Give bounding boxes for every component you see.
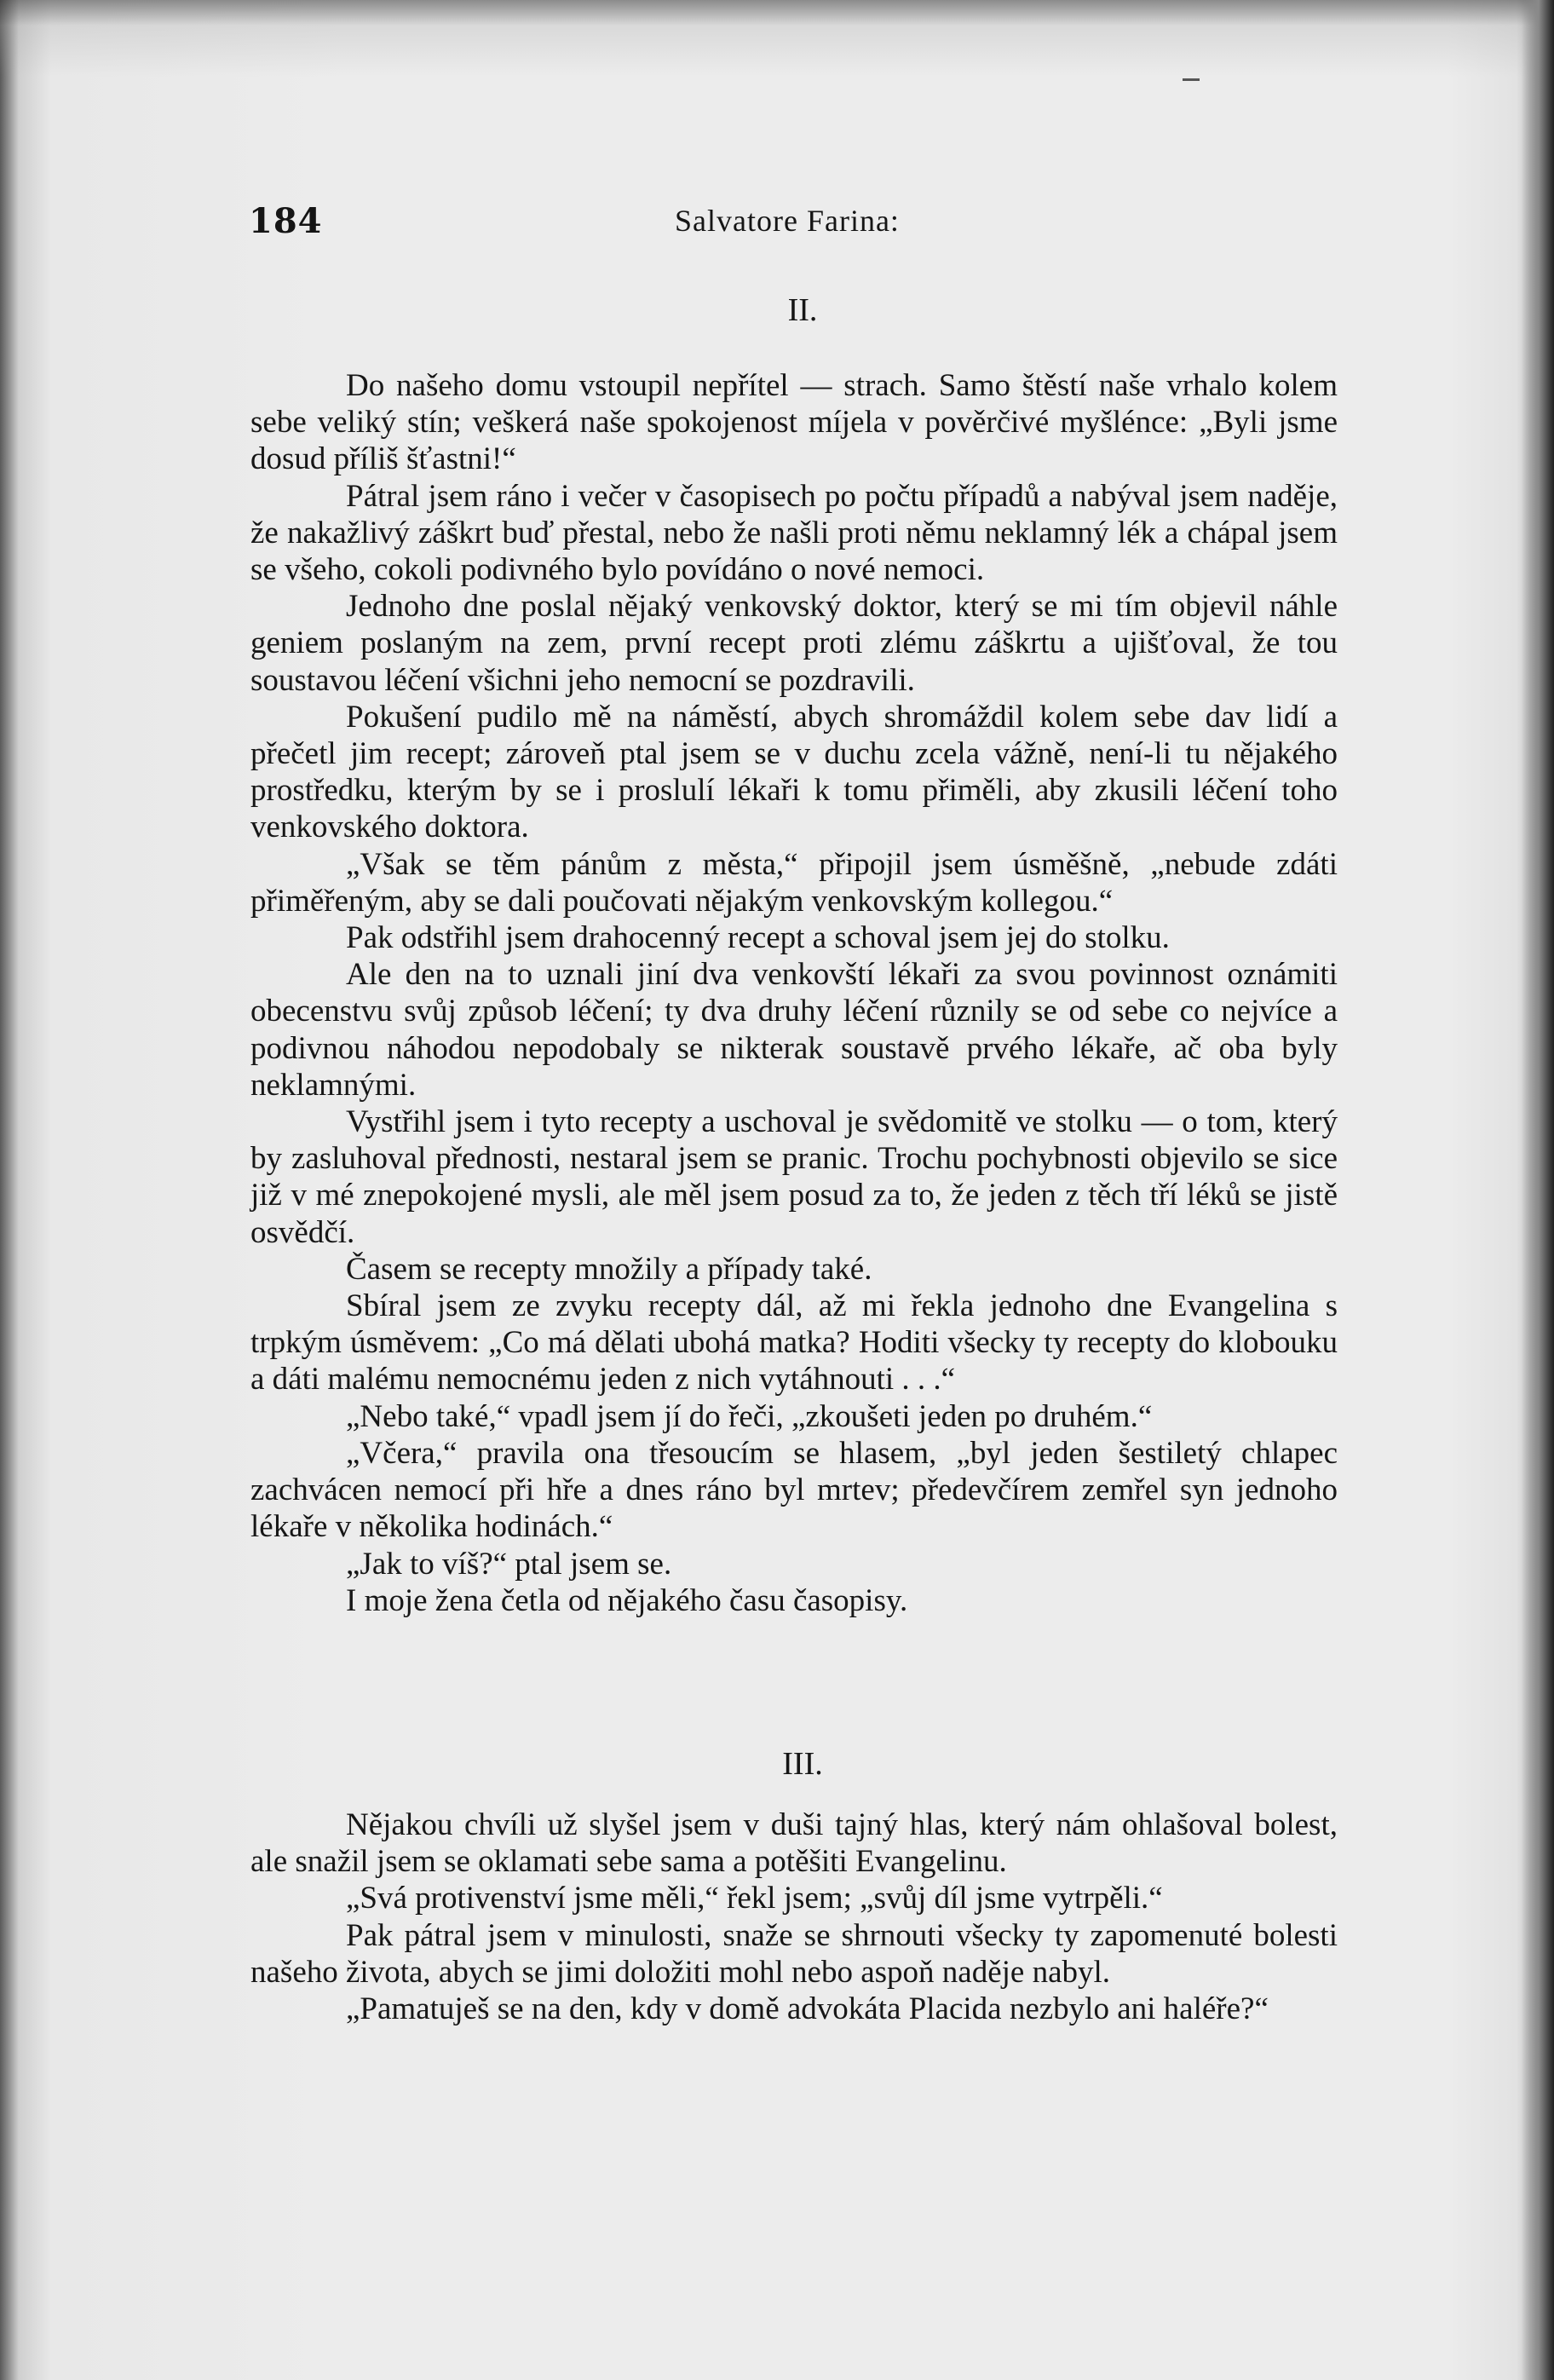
section-heading-3: III. [782,1746,823,1782]
paragraph: „Jak to víš?“ ptal jsem se. [346,1546,672,1582]
paragraph: „Však se těm pánům z města,“ připojil jsem úsměšně, „nebude zdáti přiměřeným, aby se dali poučovati nějakým venkovským kollegou.“ [250,846,1338,919]
paragraph: „Nebo také,“ vpadl jsem jí do řeči, „zkoušeti jeden po druhém.“ [346,1398,1153,1434]
paragraph: Do našeho domu vstoupil nepřítel — strach. Samo štěstí naše vrhalo kolem sebe veliký stín; veškerá naše spokojenost míjela v pověrčivé myšlénce: „Byli jsme dosud příliš šťastni!“ [250,368,1338,477]
paragraph: „Včera,“ pravila ona třesoucím se hlasem, „byl jeden šestiletý chlapec zachvácen nemocí při hře a dnes ráno byl mrtev; předevčírem zemřel syn jednoho lékaře v několika hodinách.“ [250,1435,1338,1545]
page-number: 184 [249,201,323,241]
paragraph: Časem se recepty množily a případy také. [346,1251,872,1287]
section-heading-2: II. [787,292,818,328]
paragraph: Ale den na to uznali jiní dva venkovští lékaři za svou povinnost oznámiti obecenstvu svůj způsob léčení; ty dva druhy léčení různily se od sebe co nejvíce a podivnou náhodou nepodobaly se nikterak soustavě prvého lékaře, ač oba byly neklamnými. [250,957,1338,1103]
scan-edge-right [1522,0,1554,2380]
paragraph: Nějakou chvíli už slyšel jsem v duši tajný hlas, který nám ohlašoval bolest, ale snažil jsem se oklamati sebe sama a potěšiti Evangelinu. [250,1807,1338,1880]
paragraph: Sbíral jsem ze zvyku recepty dál, až mi řekla jednoho dne Evangelina s trpkým úsměvem: „Co má dělati ubohá matka? Hoditi všecky ty recepty do klobouku a dáti malému nemocnému jeden z nich vytáhnouti . . .“ [250,1288,1338,1397]
paragraph: „Pamatuješ se na den, kdy v domě advokáta Placida nezbylo ani haléře?“ [346,1991,1269,2027]
section-2-body [250,367,1338,1619]
paragraph: Pak odstřihl jsem drahocenný recept a schoval jsem jej do stolku. [346,920,1170,956]
paragraph: „Svá protivenství jsme měli,“ řekl jsem; „svůj díl jsme vytrpěli.“ [346,1881,1163,1916]
paragraph: Pak pátral jsem v minulosti, snaže se shrnouti všecky ty zapomenuté bolesti našeho života, abych se jimi doložiti mohl nebo aspoň naděje nabyl. [250,1917,1338,1990]
section-3-body [250,1807,1338,2027]
paragraph: Pokušení pudilo mě na náměstí, abych shromáždil kolem sebe dav lidí a přečetl jim recept; zároveň ptal jsem se v duchu zcela vážně, není-li tu nějakého prostředku, kterým by se i proslulí lékaři k tomu přiměli, aby zkusili léčení toho venkovského doktora. [250,699,1338,845]
page-header [249,201,1341,252]
paragraph: Vystřihl jsem i tyto recepty a uschoval je svědomitě ve stolku — o tom, který by zasluhoval přednosti, nestaral jsem se pranic. Trochu pochybnosti objevilo se sice již v mé znepokojené mysli, ale měl jsem posud za to, že jeden z těch tří léků se jistě osvědčí. [250,1104,1338,1250]
paragraph: I moje žena četla od nějakého času časopisy. [346,1582,908,1618]
scan-speck [1183,78,1200,81]
scan-shadow-top [0,0,1554,77]
paragraph: Jednoho dne poslal nějaký venkovský doktor, který se mi tím objevil náhle geniem poslaným na zem, první recept proti zlému záškrtu a ujišťoval, že tou soustavou léčení všichni jeho nemocní se pozdravili. [250,589,1338,698]
running-head: Salvatore Farina: [675,204,900,238]
paragraph: Pátral jsem ráno i večer v časopisech po počtu případů a nabýval jsem naděje, že nakažlivý záškrt buď přestal, nebo že našli proti němu neklamný lék a chápal jsem se všeho, cokoli podivného bylo povídáno o nové nemoci. [250,478,1338,588]
